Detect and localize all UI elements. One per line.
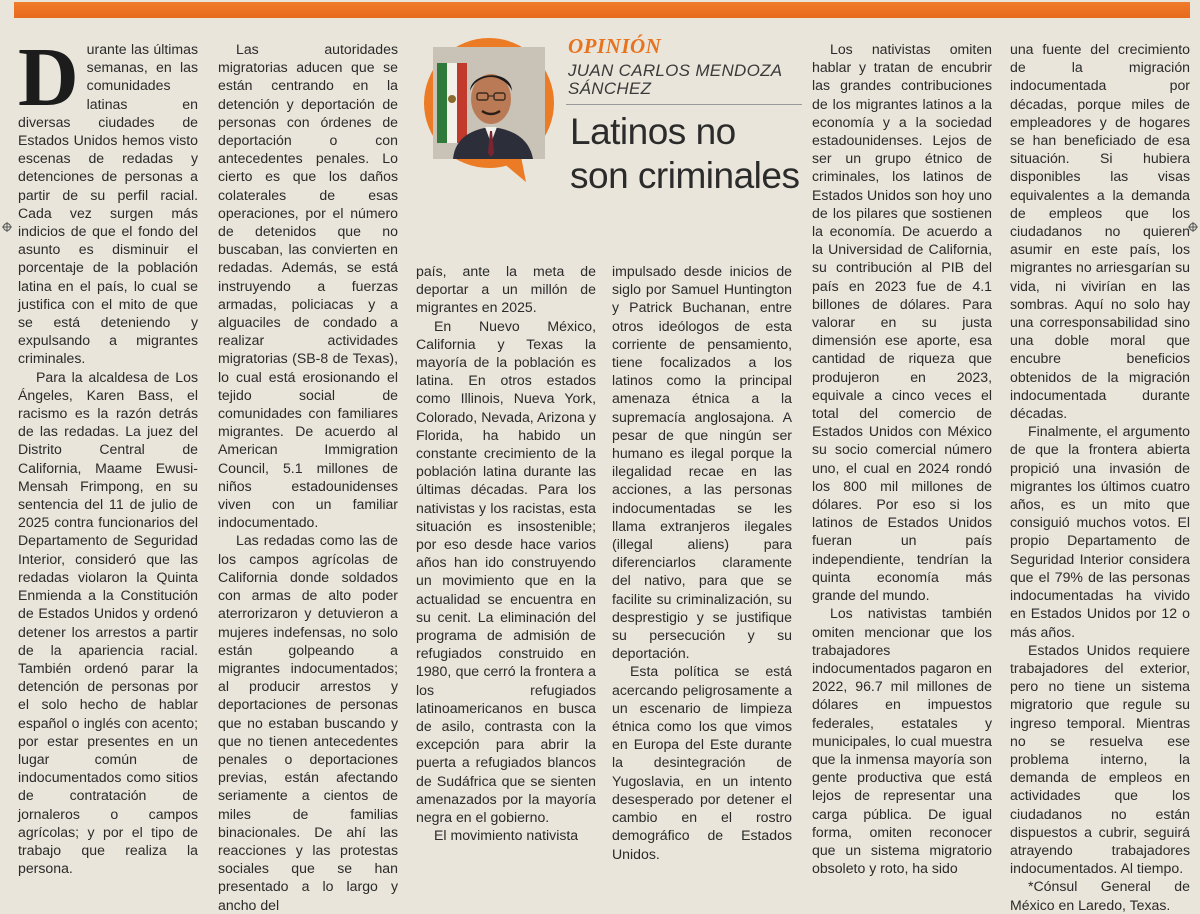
article-column-2 [218, 40, 398, 913]
article-paragraph: Finalmente, el argumento de que la frontera abierta propició una invasión de migrantes los últimos cuatro años, es un mito que consiguió muchos votos. El propio Departamento de Seguridad Interior considera que el 79% de las personas indocumentadas ha vivido en Estados Unidos por 12 o más años. [1010, 423, 1190, 640]
header-divider [566, 104, 802, 105]
article-headline: Latinos no son criminales [570, 111, 800, 196]
article-paragraph: Para la alcaldesa de Los Ángeles, Karen Bass, el racismo es la razón detrás de las redadas. La juez del Distrito Central de California, Maame Ewusi-Mensah Frimpong, en su sentencia del 11 de julio de 2025 contra funcionarios del Departamento de Seguridad Interior, consideró que las redadas violaron la Quinta Enmienda a la Constitución de Estados Unidos y ordenó detener los arrestos a partir de la apariencia racial. También ordenó parar la detención de personas por el solo hecho de hablar español o inglés con acento; por estar presentes en un lugar común de indocumentados como sitios de contratación de jornaleros o campos agrícolas; y por el tipo de trabajo que realiza la persona. [18, 368, 198, 877]
author-portrait [433, 47, 545, 159]
article-column-6 [1010, 40, 1190, 913]
article-paragraph: impulsado desde inicios de siglo por Samuel Huntington y Patrick Buchanan, entre otros ideólogos de esta corriente de pensamiento, tiene focalizados a los latinos como la principal amenaza étnica a la supremacía anglosajona. A pesar de que ningún ser humano es ilegal porque la ilegalidad recae en las acciones, a las personas indocumentadas se les llama extranjeros ilegales (illegal aliens) para diferenciarlos claramente del nativo, para que se facilite su criminalización, su desprestigio y se justifique su persecución y su deportación. [612, 263, 792, 662]
author-footnote: *Cónsul General de México en Laredo, Texas. [1010, 878, 1190, 913]
article-column-1 [18, 31, 198, 877]
article-paragraph: Durante las últimas semanas, en las comunidades latinas en diversas ciudades de Estados Unidos hemos visto escenas de redadas y detenciones de personas a partir de su perfil racial. Cada vez surgen más indicios de que el fondo del asunto es disminuir el porcentaje de la población latina en el país, lo cual se justifica con el mito de que se está deteniendo y expulsando a migrantes criminales. [18, 31, 198, 367]
section-kicker: OPINIÓN [568, 34, 662, 58]
article-paragraph: Los nativistas también omiten mencionar que los trabajadores indocumentados pagaron en 2022, 96.7 mil millones de dólares en impuestos federales, estatales y municipales, lo cual muestra que la inmensa mayoría son gente productiva que está lejos de representar una carga pública. De igual forma, omiten reconocer que un sistema migratorio obsoleto y roto, ha sido [812, 605, 992, 877]
article-paragraph: Las redadas como las de los campos agrícolas de California donde soldados con armas de alto poder aterrorizaron y detuvieron a mujeres indefensas, no solo están golpeando a migrantes indocumentados; al producir arrestos y deportaciones de personas que no estaban buscando y que no tienen antecedentes penales o deportaciones previas, están afectando seriamente a cientos de miles de familias binacionales. De ahí las reacciones y las protestas sociales que se han presentado a lo largo y ancho del [218, 532, 398, 913]
article-paragraph: Las autoridades migratorias aducen que se están centrando en la detención y deportación de personas con órdenes de deportación o con antecedentes penales. Lo cierto es que los daños colaterales de esas operaciones, por el número de detenidos que no buscaban, las convierten en redadas. Además, se está instruyendo a fuerzas armadas, policiacas y a alguaciles de condado a realizar actividades migratorias (SB-8 de Texas), lo cual está erosionando el tejido social de comunidades con familiares migrantes. De acuerdo al American Immigration Council, 5.1 millones de niños estadounidenses viven con un familiar indocumentado. [218, 41, 398, 531]
article-paragraph: En Nuevo México, California y Texas la mayoría de la población es latina. En otros estados como Illinois, Nueva York, Colorado, Nevada, Arizona y Florida, ha habido un constante crecimiento de la población latina durante las últimas décadas. Para los nativistas y los racistas, esta situación es insostenible; por eso desde hace varios años han ido construyendo un movimiento que en la actualidad se encuentra en su cenit. La eliminación del programa de admisión de refugiados construido en 1980, que cerró la frontera a los refugiados latinoamericanos en busca de asilo, contrasta con la excepción para abrir la puerta a refugiados blancos de Sudáfrica que se sienten amenazados por la mayoría negra en el gobierno. [416, 317, 596, 826]
author-name: JUAN CARLOS MENDOZA SÁNCHEZ [568, 61, 782, 98]
registration-mark-icon [2, 222, 12, 232]
section-color-bar [14, 2, 1190, 18]
article-paragraph: una fuente del crecimiento de la migración indocumentada por décadas, porque miles de empleadores y de hogares se han beneficiado de esa situación. Si hubiera disponibles las visas equivalentes a la demanda de empleos que los ciudadanos no quieren asumir en este país, los migrantes no arriesgarían su vida, ni vivirían en las sombras. Aquí no solo hay una corresponsabilidad sino una doble moral que encubre beneficios obtenidos de la migración indocumentada durante décadas. [1010, 41, 1190, 422]
article-column-3 [416, 262, 596, 844]
article-paragraph: Esta política se está acercando peligrosamente a un escenario de limpieza étnica como los que vimos en Europa del Este durante la desintegración de Yugoslavia, en un intento desesperado por detener el cambio en el rostro demográfico de Estados Unidos. [612, 663, 792, 862]
article-column-5 [812, 40, 992, 877]
drop-cap: D [18, 31, 79, 124]
article-paragraph: Los nativistas omiten hablar y tratan de encubrir las grandes contribuciones de los migrantes latinos a la economía y a la sociedad estadounidenses. Lejos de ser un grupo étnico de criminales, los latinos de Estados Unidos son hoy uno de los pilares que sostienen la economía. De acuerdo a la Universidad de California, su contribución al PIB del país en 2023 fue de 4.1 billones de dólares. Para valorar en su justa dimensión ese aporte, esa cantidad de riqueza que produjeron en 2023, equivale a cinco veces el total del comercio de Estados Unidos con México su socio comercial número uno, el cual en 2024 rondó los 800 mil millones de dólares. Por eso si los latinos de Estados Unidos fueran un país independiente, tendrían la quinta economía más grande del mundo. [812, 41, 992, 604]
registration-mark-icon [1188, 222, 1198, 232]
opinion-header [416, 30, 806, 260]
article-column-4 [612, 262, 792, 862]
speech-bubble-frame [424, 38, 554, 168]
article-paragraph: Estados Unidos requiere trabajadores del exterior, pero no tiene un sistema migratorio que regule su ingreso temporal. Mientras no se resuelva ese problema interno, la demanda de empleos en actividades que los ciudadanos no están dispuestos a cubrir, seguirá atrayendo trabajadores indocumentados. Al tiempo. [1010, 641, 1190, 877]
article-paragraph: país, ante la meta de deportar a un millón de migrantes en 2025. [416, 263, 596, 316]
article-paragraph: El movimiento nativista [434, 827, 579, 844]
mexican-flag-icon [437, 63, 467, 143]
